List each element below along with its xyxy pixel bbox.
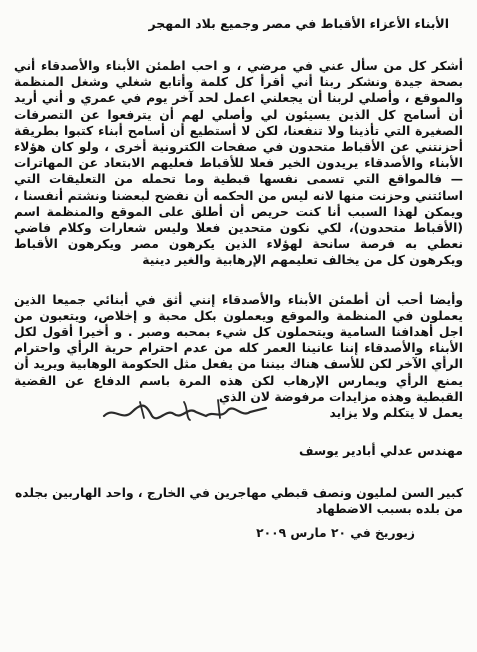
place-and-date: زيوريخ في ٢٠ مارس ٢٠٠٩ [256,526,415,541]
handwritten-signature [100,396,270,426]
closing-line-with-signature [14,405,463,427]
signature-name: مهندس عدلي أبادير يوسف [299,443,463,459]
paragraph-trust-and-freedom: وأيضا أحب أن أطمئن الأبناء والأصدقاء إنني أثق في أبنائي جميعا الذين يعملون في المنظمة والموقع ويعملون بكل محبة و إخلاص، ويتعبون من اجل أهدافنا السامية ويتحملون كل شيء بمحبه وصبر . و أخيرا أقول لكل الأبناء والأصدقاء إننا عانينا العمر كله من عدم احترام حرية الرأي واحترام الرأي الآخر لكن للأسف هناك بيننا من يفعل مثل الحكومة الوهابية ويريد أن يمنع الرأي ويمارس الإرهاب لكن هذه المرة باسم الدفاع عن القضية القبطية وهذه مزايدات مرفوضة لان الذي [14,292,463,404]
paragraph-health-and-forgiveness: أشكر كل من سأل عني في مرضي ، و احب اطمئن الأبناء والأصدقاء أني بصحة جيدة ونشكر ربنا أني أقرأ كل كلمة وأتابع شغلي وشغل المنظمة والموقع ، وأصلي لربنا أن يجعلني اعمل لحد آخر يوم في عمري و أني أريد أن أسامح كل الذين يسيئون لي وأصلي لهم أن يترفعوا عن التصرفات الصغيرة التي تأذينا ولا تنفعنا، لكن لا أستطيع أن أسامح أبناء كتبوا بطريقة أحزنتني عن الأقباط متحدون في صفحات الكترونية أخرى ، ولو كان هؤلاء الأبناء والأصدقاء يريدون الخير فعلا للأقباط فعليهم الابتعاد عن المهاترات — فالمواقع التي تسمى نفسها قبطية وما تحمله من التعليقات التي اسائتني وحزنت منها لانه ليس من الحكمه أن نفضح لبعضنا ونشتم أنفسنا ، ويمكن لهذا السبب أنا كنت حريص أن أطلق على الموقع والمنظمة اسم (الأقباط متحدون)، لكي نكون متحدين فعلا وليس شعارات وكلام فاضي نعطي به فرصة سانحة لهؤلاء الذين يكرهون مصر ويكرهون الأقباط ويكرهون كل من يخالف تعليمهم الإرهابية والغير دينية [14,59,463,268]
letter-greeting: الأبناء الأعزاء الأقباط في مصر وجميع بلاد المهجر [148,16,449,31]
closing-description: كبير السن لمليون ونصف قبطي مهاجرين في الخارج ، واحد الهاربين بجلده من بلده بسبب الاضطهاد [15,486,463,517]
paragraph-final-words: يعمل لا يتكلم ولا يزايد [329,406,463,421]
